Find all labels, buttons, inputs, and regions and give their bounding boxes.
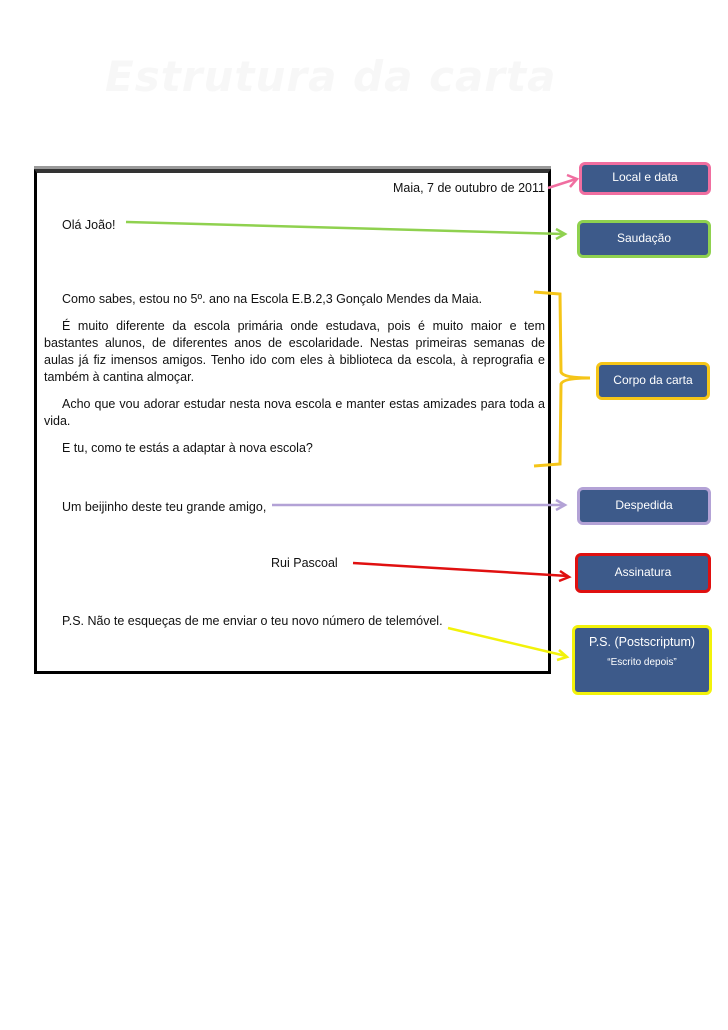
despedida-label — [577, 487, 711, 525]
postscript-line: P.S. Não te esqueças de me enviar o teu novo número de telemóvel. — [62, 614, 443, 628]
saudacao-label — [577, 220, 711, 258]
ps-label — [572, 625, 712, 695]
body-paragraph-3: Acho que vou adorar estudar nesta nova escola e manter estas amizades para toda a vida. — [44, 397, 545, 428]
assinatura-label-text: Assinatura — [614, 565, 672, 579]
saudacao-arrow — [126, 222, 565, 239]
saudacao-label-text: Saudação — [616, 231, 672, 245]
despedida-arrow — [272, 500, 565, 510]
assinatura-arrow — [353, 563, 569, 581]
local-data-label-text: Local e data — [612, 170, 678, 184]
local-data-label — [579, 162, 711, 195]
body-paragraph-1: Como sabes, estou no 5º. ano na Escola E.B.2,3 Gonçalo Mendes da Maia. — [62, 292, 483, 306]
body-paragraph-2: É muito diferente da escola primária onde estudava, pois é muito maior e tem bastantes alunos, de diferentes anos de escolaridade. Nestas primeiras semanas de aulas já fiz imensos amigos. Tenho ido com eles à biblioteca da escola, à reprografia e também à cantina almoçar. — [44, 319, 545, 384]
signature: Rui Pascoal — [271, 556, 338, 570]
corpo-label — [596, 362, 710, 400]
ps-label-title: P.S. (Postscriptum) — [588, 635, 696, 649]
page-title: Estrutura da carta — [105, 52, 557, 101]
closing-line: Um beijinho deste teu grande amigo, — [62, 500, 267, 514]
body-paragraph-4: E tu, como te estás a adaptar à nova escola? — [62, 441, 313, 455]
greeting: Olá João! — [62, 218, 116, 232]
despedida-label-text: Despedida — [615, 498, 673, 512]
ps-label-subtitle: “Escrito depois” — [607, 657, 677, 668]
ps-arrow — [448, 628, 567, 660]
local-data-arrow — [548, 175, 577, 188]
corpo-label-text: Corpo da carta — [613, 373, 693, 387]
corpo-brace — [534, 292, 590, 466]
date-line: Maia, 7 de outubro de 2011 — [393, 181, 545, 195]
assinatura-label — [575, 553, 711, 593]
